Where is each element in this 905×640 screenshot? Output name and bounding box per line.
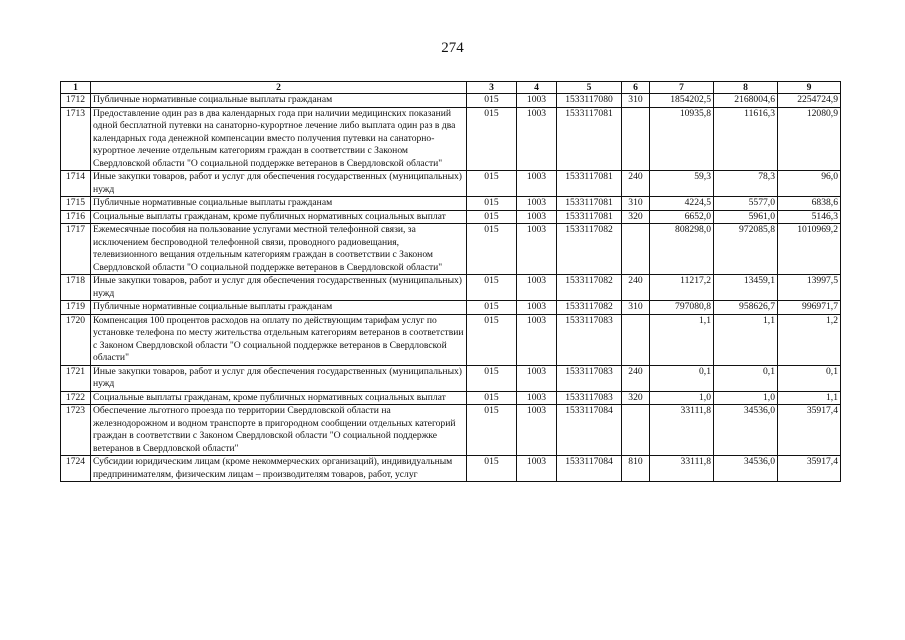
- ministry-code: 015: [467, 301, 517, 315]
- table-row: [61, 275, 841, 301]
- section-code: 1003: [517, 314, 557, 365]
- header-row: [61, 82, 841, 94]
- section-code: 1003: [517, 197, 557, 211]
- value-col-9: 1,2: [778, 314, 841, 365]
- value-col-8: 5961,0: [714, 210, 778, 224]
- row-number: 1715: [61, 197, 91, 211]
- section-code: 1003: [517, 224, 557, 275]
- ministry-code: 015: [467, 224, 517, 275]
- value-col-7: 0,1: [650, 365, 714, 391]
- ministry-code: 015: [467, 210, 517, 224]
- row-description: Социальные выплаты гражданам, кроме публичных нормативных социальных выплат: [91, 210, 467, 224]
- expense-type-code: [622, 405, 650, 456]
- row-description: Ежемесячные пособия на пользование услугами местной телефонной связи, за исключением беспроводной телефонной связи, проводного радиовещания, телевизионного вещания отдельным категориям граждан в соответствии с Законом Свердловской области "О социальной поддержке ветеранов в Свердловской области": [91, 224, 467, 275]
- expense-type-code: 240: [622, 275, 650, 301]
- value-col-7: 59,3: [650, 171, 714, 197]
- value-col-9: 12080,9: [778, 107, 841, 171]
- row-description: Иные закупки товаров, работ и услуг для обеспечения государственных (муниципальных) нужд: [91, 171, 467, 197]
- value-col-8: 11616,3: [714, 107, 778, 171]
- target-article-code: 1533117081: [557, 171, 622, 197]
- budget-table: [60, 81, 841, 482]
- expense-type-code: 320: [622, 391, 650, 405]
- column-header: 4: [517, 82, 557, 94]
- row-description: Публичные нормативные социальные выплаты гражданам: [91, 94, 467, 108]
- section-code: 1003: [517, 171, 557, 197]
- section-code: 1003: [517, 275, 557, 301]
- value-col-8: 34536,0: [714, 456, 778, 482]
- row-number: 1723: [61, 405, 91, 456]
- expense-type-code: 810: [622, 456, 650, 482]
- ministry-code: 015: [467, 405, 517, 456]
- table-row: [61, 391, 841, 405]
- row-description: Социальные выплаты гражданам, кроме публичных нормативных социальных выплат: [91, 391, 467, 405]
- value-col-7: 33111,8: [650, 456, 714, 482]
- row-description: Субсидии юридическим лицам (кроме некоммерческих организаций), индивидуальным предпринимателям, физическим лицам – производителям товаров, работ, услуг: [91, 456, 467, 482]
- table-row: [61, 365, 841, 391]
- row-number: 1724: [61, 456, 91, 482]
- target-article-code: 1533117084: [557, 405, 622, 456]
- row-number: 1718: [61, 275, 91, 301]
- ministry-code: 015: [467, 391, 517, 405]
- table-row: [61, 94, 841, 108]
- value-col-8: 13459,1: [714, 275, 778, 301]
- table-row: [61, 197, 841, 211]
- value-col-8: 1,1: [714, 314, 778, 365]
- table-body: [61, 94, 841, 482]
- expense-type-code: [622, 107, 650, 171]
- value-col-8: 1,0: [714, 391, 778, 405]
- value-col-7: 1,0: [650, 391, 714, 405]
- row-number: 1716: [61, 210, 91, 224]
- table-row: [61, 405, 841, 456]
- section-code: 1003: [517, 301, 557, 315]
- value-col-8: 5577,0: [714, 197, 778, 211]
- row-number: 1713: [61, 107, 91, 171]
- target-article-code: 1533117082: [557, 301, 622, 315]
- ministry-code: 015: [467, 314, 517, 365]
- row-description: Обеспечение льготного проезда по территории Свердловской области на железнодорожном и водном транспорте в пригородном сообщении отдельных категорий граждан в соответствии с Законом Свердловской области "О социальной поддержке ветеранов в Свердловской области": [91, 405, 467, 456]
- target-article-code: 1533117083: [557, 314, 622, 365]
- row-description: Иные закупки товаров, работ и услуг для обеспечения государственных (муниципальных) нужд: [91, 365, 467, 391]
- expense-type-code: [622, 314, 650, 365]
- column-header: 9: [778, 82, 841, 94]
- row-description: Публичные нормативные социальные выплаты гражданам: [91, 197, 467, 211]
- value-col-8: 972085,8: [714, 224, 778, 275]
- value-col-8: 958626,7: [714, 301, 778, 315]
- table-row: [61, 301, 841, 315]
- row-number: 1717: [61, 224, 91, 275]
- column-header: 3: [467, 82, 517, 94]
- column-header: 8: [714, 82, 778, 94]
- value-col-7: 10935,8: [650, 107, 714, 171]
- value-col-9: 2254724,9: [778, 94, 841, 108]
- target-article-code: 1533117083: [557, 365, 622, 391]
- ministry-code: 015: [467, 94, 517, 108]
- ministry-code: 015: [467, 171, 517, 197]
- row-number: 1722: [61, 391, 91, 405]
- ministry-code: 015: [467, 197, 517, 211]
- target-article-code: 1533117081: [557, 107, 622, 171]
- expense-type-code: 240: [622, 365, 650, 391]
- table-row: [61, 314, 841, 365]
- ministry-code: 015: [467, 107, 517, 171]
- value-col-8: 2168004,6: [714, 94, 778, 108]
- section-code: 1003: [517, 210, 557, 224]
- value-col-9: 1010969,2: [778, 224, 841, 275]
- row-number: 1714: [61, 171, 91, 197]
- target-article-code: 1533117082: [557, 275, 622, 301]
- row-number: 1712: [61, 94, 91, 108]
- value-col-7: 6652,0: [650, 210, 714, 224]
- value-col-8: 34536,0: [714, 405, 778, 456]
- ministry-code: 015: [467, 456, 517, 482]
- expense-type-code: 310: [622, 301, 650, 315]
- row-description: Компенсация 100 процентов расходов на оплату по действующим тарифам услуг по установке телефона по месту жительства отдельным категориям ветеранов в соответствии с Законом Свердловской области "О социальной поддержке ветеранов в Свердловской области": [91, 314, 467, 365]
- expense-type-code: 310: [622, 197, 650, 211]
- section-code: 1003: [517, 94, 557, 108]
- column-header: 7: [650, 82, 714, 94]
- row-number: 1721: [61, 365, 91, 391]
- value-col-9: 96,0: [778, 171, 841, 197]
- value-col-9: 35917,4: [778, 456, 841, 482]
- value-col-7: 33111,8: [650, 405, 714, 456]
- value-col-7: 797080,8: [650, 301, 714, 315]
- value-col-7: 11217,2: [650, 275, 714, 301]
- value-col-9: 1,1: [778, 391, 841, 405]
- value-col-9: 6838,6: [778, 197, 841, 211]
- page-number: 274: [441, 40, 464, 56]
- expense-type-code: 310: [622, 94, 650, 108]
- ministry-code: 015: [467, 275, 517, 301]
- target-article-code: 1533117084: [557, 456, 622, 482]
- target-article-code: 1533117081: [557, 197, 622, 211]
- section-code: 1003: [517, 391, 557, 405]
- value-col-7: 1,1: [650, 314, 714, 365]
- value-col-7: 4224,5: [650, 197, 714, 211]
- expense-type-code: 320: [622, 210, 650, 224]
- column-header: 2: [91, 82, 467, 94]
- table-row: [61, 456, 841, 482]
- table-row: [61, 210, 841, 224]
- value-col-8: 0,1: [714, 365, 778, 391]
- target-article-code: 1533117082: [557, 224, 622, 275]
- value-col-9: 996971,7: [778, 301, 841, 315]
- column-header: 1: [61, 82, 91, 94]
- section-code: 1003: [517, 405, 557, 456]
- column-header: 6: [622, 82, 650, 94]
- ministry-code: 015: [467, 365, 517, 391]
- row-number: 1719: [61, 301, 91, 315]
- table-row: [61, 224, 841, 275]
- row-description: Иные закупки товаров, работ и услуг для обеспечения государственных (муниципальных) нужд: [91, 275, 467, 301]
- target-article-code: 1533117080: [557, 94, 622, 108]
- row-description: Публичные нормативные социальные выплаты гражданам: [91, 301, 467, 315]
- value-col-9: 5146,3: [778, 210, 841, 224]
- value-col-9: 13997,5: [778, 275, 841, 301]
- table-row: [61, 107, 841, 171]
- value-col-7: 808298,0: [650, 224, 714, 275]
- value-col-8: 78,3: [714, 171, 778, 197]
- target-article-code: 1533117083: [557, 391, 622, 405]
- section-code: 1003: [517, 365, 557, 391]
- row-description: Предоставление один раз в два календарных года при наличии медицинских показаний одной бесплатной путевки на санаторно-курортное лечение либо выплата один раз в два календарных года денежной компенсации вместо получения путевки на санаторно-курортное лечение отдельным категориям граждан в соответствии с Законом Свердловской области "О социальной поддержке ветеранов в Свердловской области": [91, 107, 467, 171]
- section-code: 1003: [517, 107, 557, 171]
- table-row: [61, 171, 841, 197]
- section-code: 1003: [517, 456, 557, 482]
- target-article-code: 1533117081: [557, 210, 622, 224]
- value-col-9: 35917,4: [778, 405, 841, 456]
- expense-type-code: 240: [622, 171, 650, 197]
- value-col-7: 1854202,5: [650, 94, 714, 108]
- expense-type-code: [622, 224, 650, 275]
- column-header: 5: [557, 82, 622, 94]
- value-col-9: 0,1: [778, 365, 841, 391]
- row-number: 1720: [61, 314, 91, 365]
